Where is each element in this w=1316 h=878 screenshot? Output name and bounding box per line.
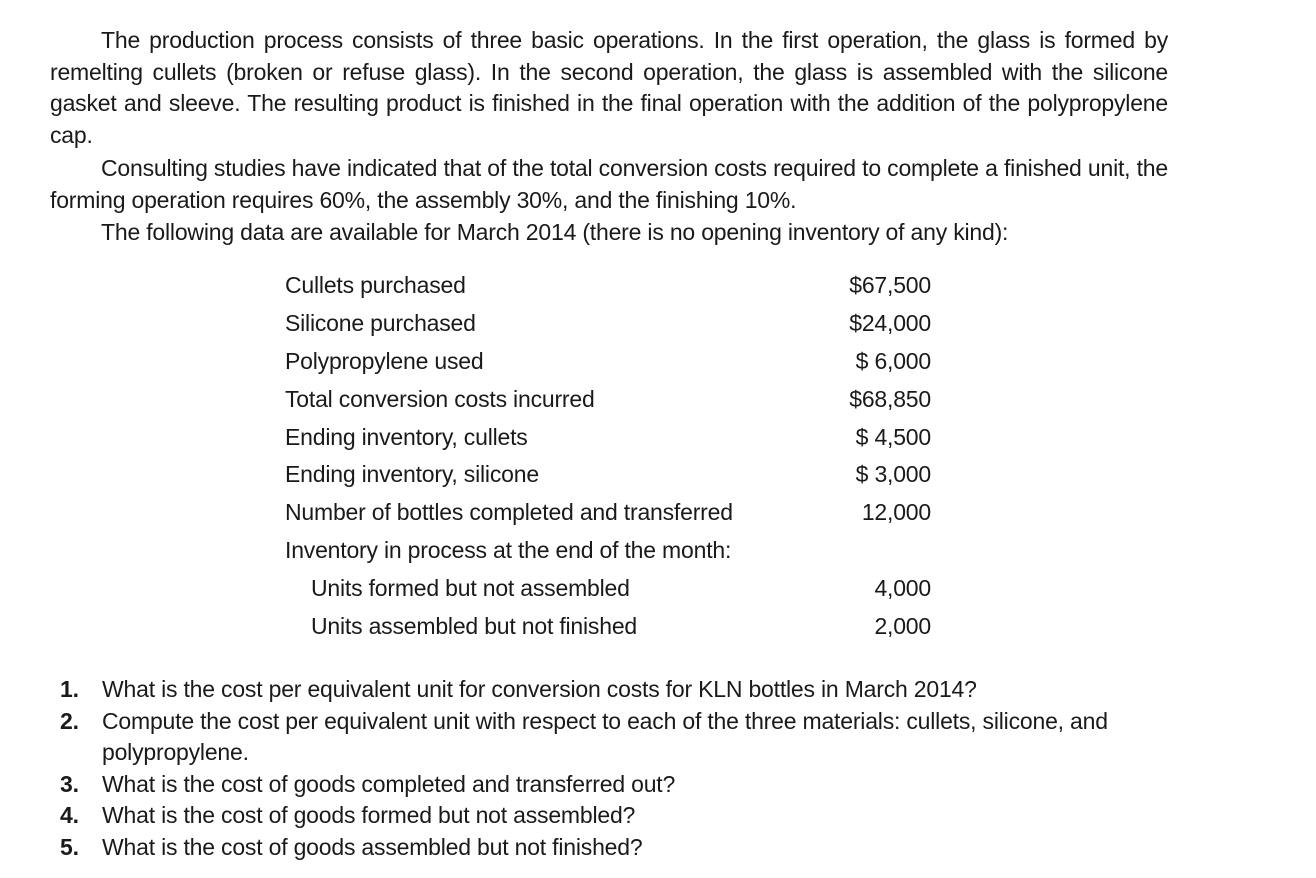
question-text: What is the cost of goods completed and transferred out? (102, 770, 676, 797)
table-row (285, 569, 931, 607)
row-label: Cullets purchased (285, 272, 466, 299)
row-label: Ending inventory, cullets (285, 423, 528, 450)
table-row (285, 343, 931, 381)
question-text: Compute the cost per equivalent unit with respect to each of the three materials: cullets, silicone, and polypropylene. (102, 707, 1108, 765)
row-label: Silicone purchased (285, 310, 476, 337)
row-value: $67,500 (849, 272, 931, 299)
row-value: $24,000 (849, 310, 931, 337)
row-value: $68,850 (849, 385, 931, 412)
question-number: 2. (60, 707, 79, 734)
question-item (60, 706, 1170, 769)
row-value: 12,000 (861, 499, 931, 526)
row-label: Ending inventory, silicone (285, 461, 539, 488)
row-label: Total conversion costs incurred (285, 385, 595, 412)
question-list (60, 674, 1170, 863)
question-number: 1. (60, 676, 79, 702)
question-item (60, 800, 1170, 832)
question-text: What is the cost per equivalent unit for conversion costs for KLN bottles in March 2014? (102, 676, 977, 702)
row-value: $ 4,500 (855, 423, 931, 450)
row-value (831, 532, 931, 570)
question-number: 4. (60, 802, 79, 828)
row-label: Units formed but not assembled (311, 574, 630, 601)
table-row (285, 494, 931, 532)
question-number: 3. (60, 770, 79, 797)
table-row (285, 305, 931, 343)
paragraph-production-process: The production process consists of three basic operations. In the first operation, the glass is formed by remelting cullets (broken or refuse glass). In the second operation, the glass is assembled with the silicone gasket and sleeve. The resulting product is finished in the final operation with the addition of the polypropylene cap. (50, 27, 1168, 148)
table-row (285, 456, 931, 494)
table-row (285, 267, 931, 305)
row-label: Inventory in process at the end of the month: (285, 536, 732, 563)
question-number: 5. (60, 833, 79, 860)
row-value: 4,000 (874, 574, 931, 601)
row-label: Units assembled but not finished (311, 612, 638, 639)
table-row (285, 607, 931, 645)
table-row (285, 532, 931, 570)
question-item (60, 674, 1170, 706)
paragraph-data-intro: The following data are available for March 2014 (there is no opening inventory of any kind): (101, 219, 1009, 245)
row-value: $ 3,000 (855, 461, 931, 488)
question-text: What is the cost of goods formed but not assembled? (102, 802, 636, 828)
row-value: 2,000 (874, 612, 931, 639)
paragraph-consulting-studies: Consulting studies have indicated that of the total conversion costs required to complete a finished unit, the forming operation requires 60%, the assembly 30%, and the finishing 10%. (50, 155, 1168, 213)
table-row (285, 418, 931, 456)
row-label: Polypropylene used (285, 347, 484, 374)
question-text: What is the cost of goods assembled but not finished? (102, 833, 643, 860)
row-label: Number of bottles completed and transferred (285, 499, 733, 526)
row-value: $ 6,000 (855, 347, 931, 374)
table-row (285, 380, 931, 418)
question-item (60, 832, 1170, 864)
question-item (60, 769, 1170, 801)
cost-data-table (285, 267, 931, 645)
